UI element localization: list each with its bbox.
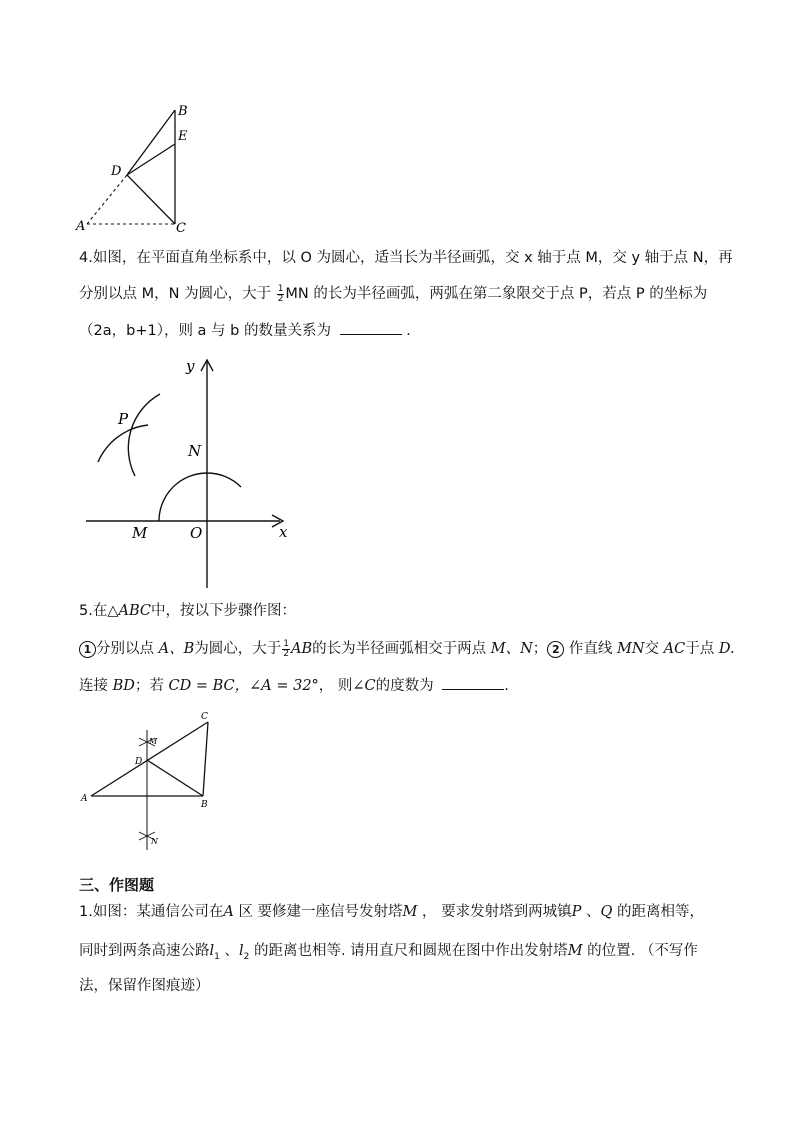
label-N: N: [188, 442, 202, 460]
segment-DE: [127, 144, 175, 175]
answer-blank-q4[interactable]: [340, 320, 402, 335]
arc-centered-O: [159, 473, 241, 521]
q1-line-3: 法，保留作图痕迹）: [79, 978, 210, 994]
segment-BD: [147, 760, 203, 796]
figure-triangle-fold: [70, 100, 210, 240]
fraction-one-half: $\frac{1}{2}$: [277, 283, 284, 304]
label-E: E: [178, 129, 188, 144]
q4-line-1: 4.如图，在平面直角坐标系中，以 O 为圆心，适当长为半径画弧，交 x 轴于点 M，交 y 轴于点 N，再: [79, 250, 733, 266]
label-A: A: [76, 219, 86, 234]
q1-line-1: 1.如图：某通信公司在A 区 要修建一座信号发射塔M ， 要求发射塔到两城镇P 、Q 的距离相等，: [79, 904, 704, 920]
segment-AC: [91, 722, 208, 796]
q4-line-3: （2a，b+1），则 a 与 b 的数量关系为 ．: [79, 320, 421, 341]
label-D: D: [111, 164, 122, 179]
label-O: O: [190, 524, 203, 542]
label-N: N: [151, 837, 158, 846]
figure-coordinate-arcs: [80, 352, 300, 592]
label-C: C: [176, 221, 186, 236]
arc-from-M: [98, 425, 148, 462]
q1-line-2: 同时到两条高速公路$l_1$ 、$l_2$ 的距离也相等. 请用直尺和圆规在图中作出发射塔M 的位置. （不写作: [79, 943, 698, 962]
segment-BC: [203, 722, 208, 796]
step-1-marker: 1: [79, 641, 96, 658]
fraction-one-half: $\frac{1}{2}$: [283, 638, 289, 659]
q5-line-2: 1 分别以点 A、B为圆心，大于 $\frac{1}{2}$ AB的长为半径画弧相交于两点 M、N； 2 作直线 MN交 AC于点 D.: [79, 639, 735, 659]
segment-AD-dashed: [87, 175, 127, 224]
figure-perpendicular-bisector: [75, 708, 225, 858]
q5-line-1: 5.在△ABC中，按以下步骤作图：: [79, 603, 296, 619]
label-P: P: [118, 410, 129, 428]
label-x: x: [279, 523, 288, 541]
segment-DB: [127, 110, 175, 175]
label-B: B: [201, 800, 208, 810]
arc-from-N: [128, 394, 160, 476]
label-D: D: [135, 757, 143, 767]
answer-blank-q5[interactable]: [442, 675, 504, 690]
q5-line-3: 连接 BD；若 CD = BC，∠A = 32°， 则∠C的度数为 .: [79, 675, 509, 696]
segment-DC: [127, 175, 175, 224]
step-2-marker: 2: [547, 641, 564, 658]
label-M: M: [149, 737, 158, 746]
section-heading: 三、作图题: [79, 876, 155, 894]
label-A: A: [81, 794, 88, 804]
label-M: M: [132, 524, 148, 542]
q4-line-2: 分别以点 M，N 为圆心，大于 $\frac{1}{2}$ MN 的长为半径画弧，两弧在第二象限交于点 P，若点 P 的坐标为: [79, 283, 708, 304]
label-B: B: [178, 104, 188, 119]
label-y: y: [186, 357, 195, 375]
label-C: C: [201, 712, 208, 722]
